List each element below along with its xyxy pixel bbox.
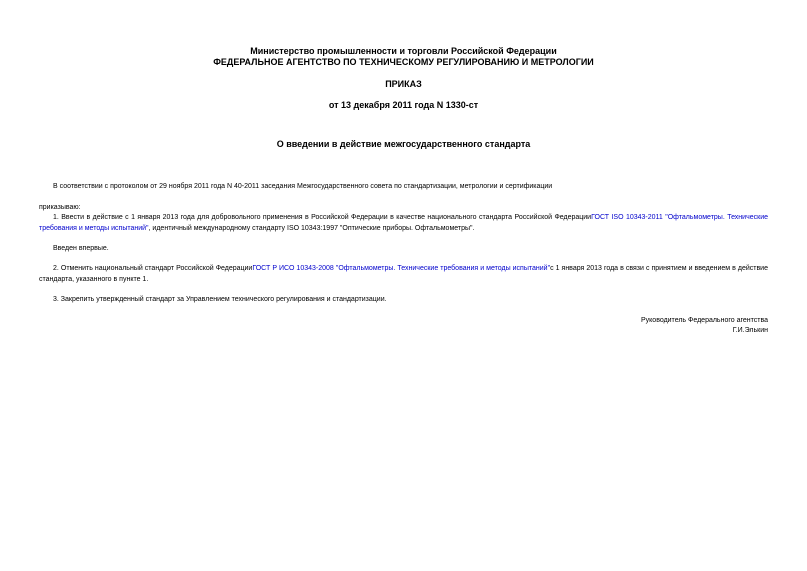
item-2-text-before: 2. Отменить национальный стандарт Российской Федерации <box>53 265 253 272</box>
preamble-paragraph: В соответствии с протоколом от 29 ноября 2011 года N 40-2011 заседания Межгосударственного совета по стандартизации, метрологии и сертификации <box>53 183 553 190</box>
ministry-title: Министерство промышленности и торговли Российской Федерации <box>250 46 557 56</box>
item-3-paragraph: 3. Закрепить утвержденный стандарт за Управлением технического регулирования и стандартизации. <box>53 296 387 303</box>
gost-iso-10343-2011-link[interactable]: ГОСТ ISO 10343-2011 "Офтальмометры. Технические требования и методы испытаний" <box>39 214 768 232</box>
introduced-note: Введен впервые. <box>53 245 109 252</box>
agency-title: ФЕДЕРАЛЬНОЕ АГЕНТСТВО ПО ТЕХНИЧЕСКОМУ РЕГУЛИРОВАНИЮ И МЕТРОЛОГИИ <box>213 57 594 67</box>
gost-r-iso-10343-2008-link[interactable]: ГОСТ Р ИСО 10343-2008 "Офтальмометры. Технические требования и методы испытаний" <box>252 265 551 272</box>
document-type: ПРИКАЗ <box>385 79 422 89</box>
document-date-number: от 13 декабря 2011 года N 1330-ст <box>328 100 479 110</box>
item-1-text-after: , идентичный международному стандарту ISO 10343:1997 "Оптические приборы. Офтальмометры". <box>148 225 475 232</box>
item-2-paragraph <box>39 263 768 285</box>
document-subject: О введении в действие межгосударственного стандарта <box>276 139 531 149</box>
signatory-position: Руководитель Федерального агентства <box>640 317 768 324</box>
signatory-name: Г.И.Элькин <box>732 327 768 334</box>
item-1-paragraph <box>39 212 768 234</box>
order-word: приказываю: <box>39 204 81 211</box>
item-1-text-before: 1. Ввести в действие с 1 января 2013 года для добровольного применения в Российской Федерации в качестве национального стандарта Российской Федерации <box>53 214 592 221</box>
item-2-text-after: с 1 января 2013 года в связи с принятием и введением в действие стандарта, указанного в пункте 1. <box>39 265 768 283</box>
